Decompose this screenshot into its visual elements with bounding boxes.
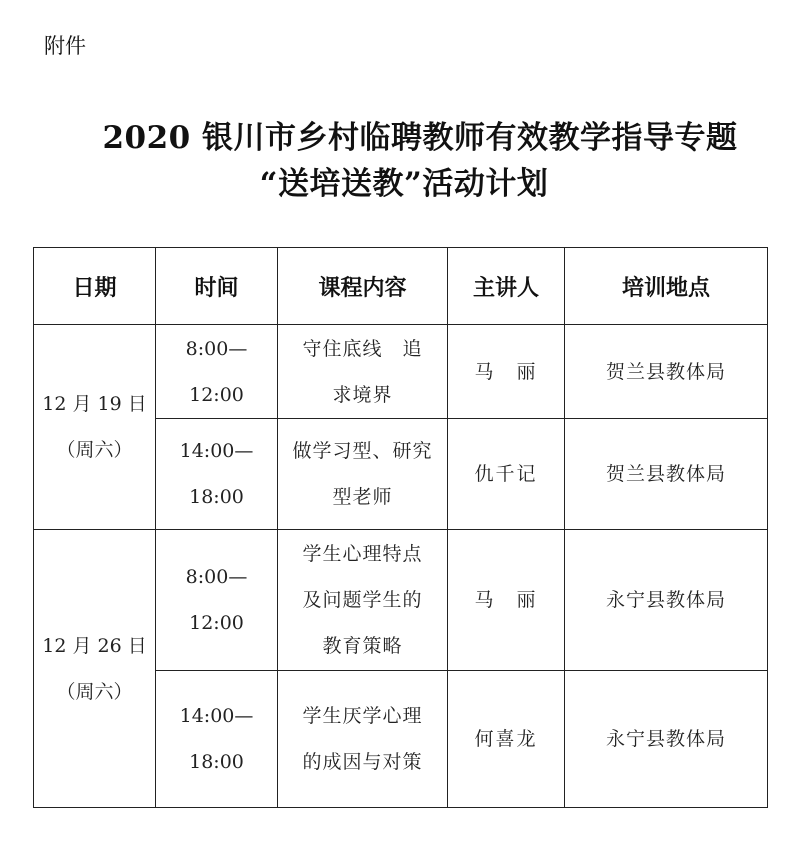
time-cell: [156, 419, 278, 530]
content-line: 型老师: [332, 486, 393, 508]
time-cell: [156, 671, 278, 808]
time-cell: [156, 325, 278, 419]
speaker-cell: 仇千记: [448, 419, 565, 530]
schedule-table: [33, 247, 768, 808]
content-line: 做学习型、研究: [292, 440, 433, 462]
content-line: 学生心理特点: [302, 543, 423, 565]
content-line: 守住底线 追: [302, 337, 423, 360]
date-text: 12 月 26 日: [42, 634, 147, 657]
speaker-cell: 马 丽: [448, 325, 565, 419]
speaker-cell: 马 丽: [448, 530, 565, 671]
weekday-text: （周六）: [56, 680, 133, 703]
weekday-text: （周六）: [56, 439, 133, 461]
table-header-row: [34, 248, 768, 325]
time-cell: [156, 530, 278, 671]
header-speaker: 主讲人: [448, 248, 565, 325]
time-end: 18:00: [189, 486, 244, 508]
speaker-cell: 何喜龙: [448, 671, 565, 808]
content-line: 的成因与对策: [302, 751, 423, 773]
content-cell: [278, 419, 448, 530]
content-line: 求境界: [332, 383, 393, 406]
time-start: 8:00—: [185, 337, 248, 360]
header-content: 课程内容: [278, 248, 448, 325]
attachment-label: 附件: [44, 34, 86, 58]
time-start: 8:00—: [185, 566, 248, 588]
table-row: [34, 530, 768, 671]
location-cell: 永宁县教体局: [565, 671, 768, 808]
time-end: 12:00: [189, 612, 244, 634]
content-line: 教育策略: [322, 635, 403, 657]
header-time: 时间: [156, 248, 278, 325]
date-cell: [34, 325, 156, 530]
header-location: 培训地点: [565, 248, 768, 325]
content-line: 学生厌学心理: [302, 705, 423, 727]
location-cell: 贺兰县教体局: [565, 419, 768, 530]
time-start: 14:00—: [179, 440, 254, 462]
time-end: 18:00: [189, 751, 244, 773]
date-cell: [34, 530, 156, 808]
content-cell: [278, 325, 448, 419]
table-row: [34, 325, 768, 419]
location-cell: 贺兰县教体局: [565, 325, 768, 419]
header-date: 日期: [34, 248, 156, 325]
time-end: 12:00: [189, 383, 244, 406]
document-title-line-2: “送培送教”活动计划: [259, 166, 549, 202]
time-start: 14:00—: [179, 705, 254, 727]
date-text: 12 月 19 日: [42, 393, 147, 415]
content-cell: [278, 530, 448, 671]
content-cell: [278, 671, 448, 808]
location-cell: 永宁县教体局: [565, 530, 768, 671]
document-title-line-1: 2020 银川市乡村临聘教师有效教学指导专题: [102, 120, 738, 156]
content-line: 及问题学生的: [302, 589, 423, 611]
